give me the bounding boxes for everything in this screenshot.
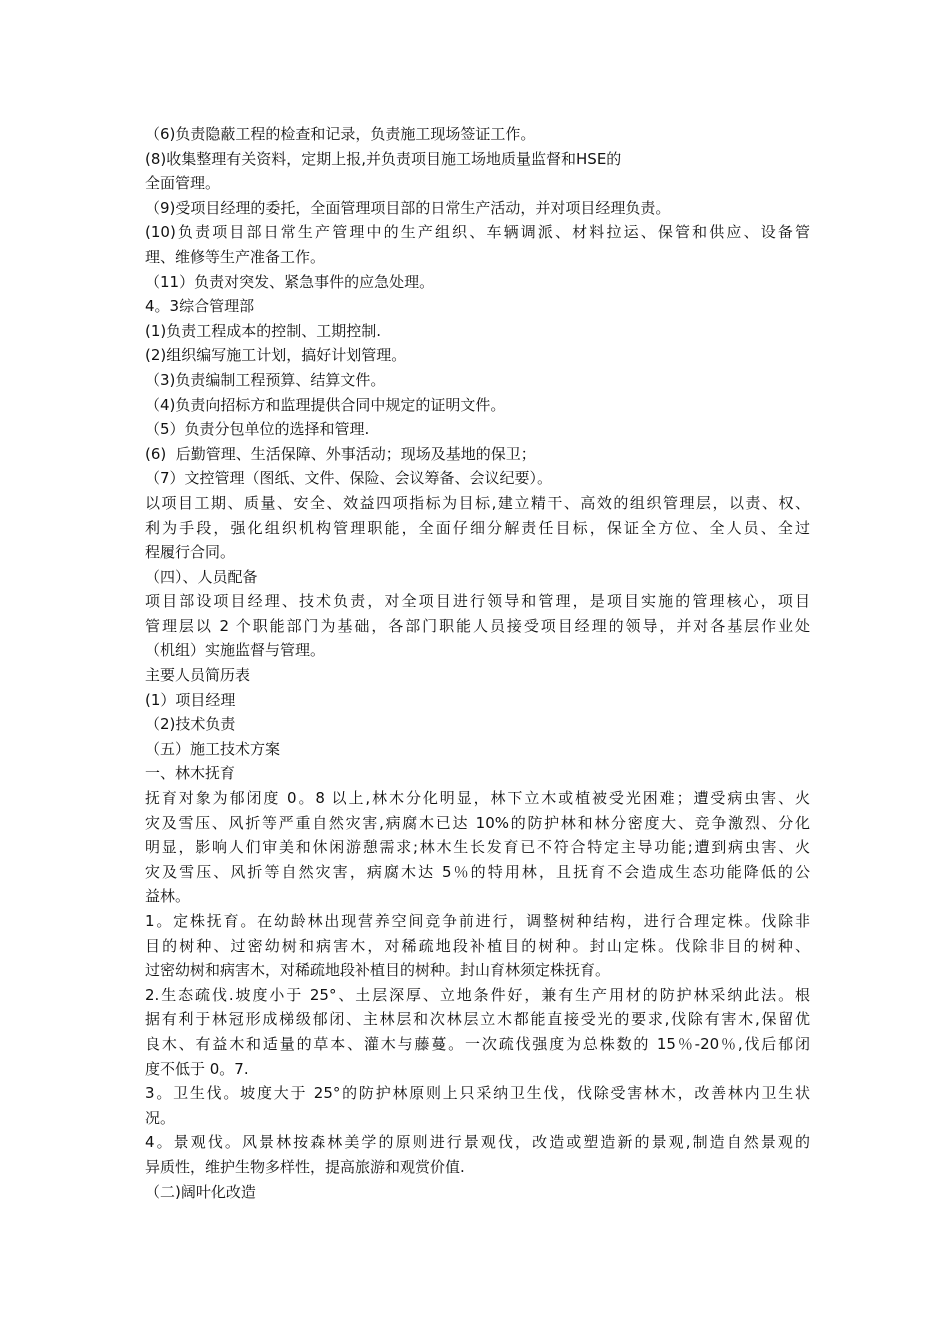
text-line: 况。 [145, 1108, 176, 1127]
text-line: 4。景观伐。风景林按森林美学的原则进行景观伐，改造或塑造新的景观,制造自然景观的 [145, 1133, 810, 1152]
text-line: 过密幼树和病害木，对稀疏地段补植目的树种。封山育林须定株抚育。 [145, 961, 611, 980]
text-line: 据有利于林冠形成梯级郁闭、主林层和次林层立木都能直接受光的要求,伐除有害木,保留优 [145, 1010, 810, 1029]
text-line: 理、维修等生产准备工作。 [145, 247, 326, 266]
section-heading: （二)阔叶化改造 [145, 1182, 256, 1201]
text-line: 程履行合同。 [145, 543, 236, 562]
text-line: 管理层以 2 个职能部门为基础，各部门职能人员接受项目经理的领导，并对各基层作业处 [145, 616, 810, 635]
text-line: 益林。 [145, 887, 191, 906]
text-line: 全面管理。 [145, 174, 221, 193]
document-body [145, 122, 810, 1204]
text-line: (1）项目经理 [145, 690, 236, 709]
section-heading: （五）施工技术方案 [145, 739, 281, 758]
section-heading: 4。3综合管理部 [145, 297, 255, 316]
text-line: (2)组织编写施工计划，搞好计划管理。 [145, 346, 407, 365]
section-heading: 一、林木抚育 [145, 764, 236, 783]
text-line: 3。卫生伐。坡度大于 25°的防护林原则上只采纳卫生伐，伐除受害林木，改善林内卫生状 [145, 1084, 810, 1103]
text-line: 度不低于 0。7. [145, 1059, 249, 1078]
text-line: 灾及雪压、风折等自然灾害，病腐木达 5％的特用林，且抚育不会造成生态功能降低的公 [145, 862, 810, 881]
text-line: （9)受项目经理的委托，全面管理项目部的日常生产活动，并对项目经理负责。 [145, 198, 671, 217]
text-line: （5）负责分包单位的选择和管理. [145, 420, 370, 439]
text-line: 1。定株抚育。在幼龄林出现营养空间竞争前进行，调整树种结构，进行合理定株。伐除非 [145, 912, 810, 930]
section-heading: （四）、人员配备 [145, 567, 258, 586]
text-line: （11）负责对突发、紧急事件的应急处理。 [145, 272, 435, 291]
text-line: (1)负责工程成本的控制、工期控制. [145, 321, 382, 340]
text-line: （4)负责向招标方和监理提供合同中规定的证明文件。 [145, 395, 506, 414]
text-line: （2)技术负责 [145, 715, 236, 734]
text-line: 异质性，维护生物多样性，提高旅游和观赏价值. [145, 1157, 465, 1176]
text-line: （6)负责隐蔽工程的检查和记录，负责施工现场签证工作。 [145, 125, 536, 143]
text-line: 利为手段，强化组织机构管理职能，全面仔细分解责任目标，保证全方位、全人员、全过 [145, 518, 810, 537]
text-line: (8)收集整理有关资料，定期上报,并负责项目施工场地质量监督和HSE的 [145, 149, 622, 168]
text-line: (6) 后勤管理、生活保障、外事活动；现场及基地的保卫； [145, 444, 536, 463]
text-line: 明显，影响人们审美和休闲游憩需求;林木生长发育已不符合特定主导功能;遭到病虫害、火 [145, 838, 810, 857]
text-line: （机组）实施监督与管理。 [145, 641, 326, 660]
text-line: 主要人员简历表 [145, 666, 251, 685]
text-line: 以项目工期、质量、安全、效益四项指标为目标,建立精干、高效的组织管理层，以责、权、 [145, 493, 810, 512]
text-line: 目的树种、过密幼树和病害木，对稀疏地段补植目的树种。封山定株。伐除非目的树种、 [145, 936, 810, 955]
text-line: 2.生态疏伐.坡度小于 25°、土层深厚、立地条件好，兼有生产用材的防护林采纳此法。根 [145, 985, 810, 1004]
text-line: 良木、有益木和适量的草本、灌木与藤蔓。一次疏伐强度为总株数的 15％-20％,伐后郁闭 [145, 1034, 810, 1053]
text-line: （3)负责编制工程预算、结算文件。 [145, 370, 386, 389]
text-line: 抚育对象为郁闭度 0。8 以上,林木分化明显，林下立木或植被受光困难；遭受病虫害、火 [145, 789, 810, 808]
text-line: (10)负责项目部日常生产管理中的生产组织、车辆调派、材料拉运、保管和供应、设备管 [145, 223, 810, 242]
text-line: （7）文控管理（图纸、文件、保险、会议筹备、会议纪要）。 [145, 469, 553, 488]
text-line: 灾及雪压、风折等严重自然灾害,病腐木已达 10%的防护林和林分密度大、竞争激烈、分化 [145, 813, 810, 832]
text-line: 项目部设项目经理、技术负责，对全项目进行领导和管理，是项目实施的管理核心，项目 [145, 592, 810, 611]
